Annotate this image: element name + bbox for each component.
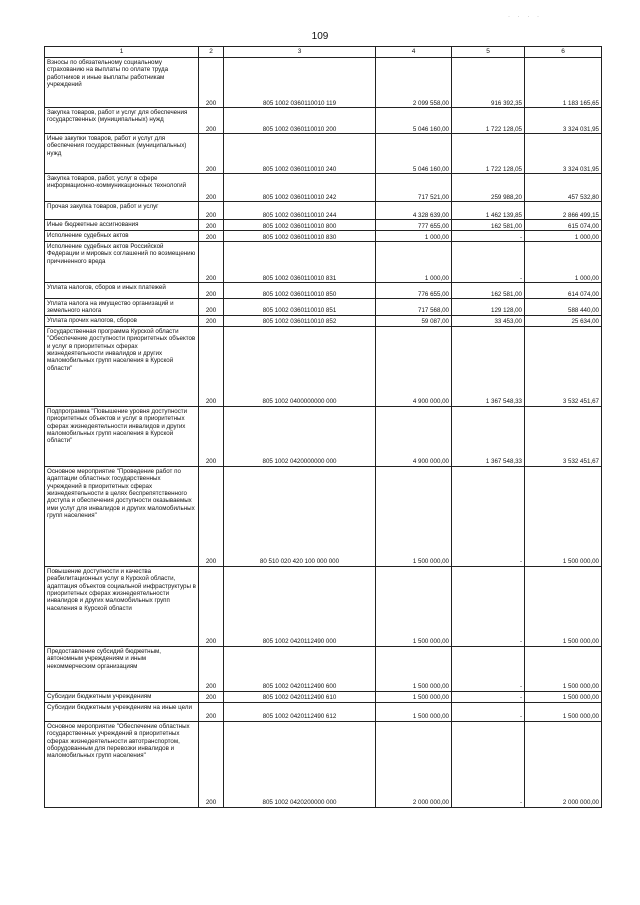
row-executed-value: 916 392,35 — [452, 58, 525, 108]
row-name: Подпрограмма "Повышение уровня доступности приоритетных объектов и услуг в приоритетных сферах жизнедеятельности инвалидов и других маломобильных групп населения в Курской области" — [45, 406, 199, 466]
row-remainder-value: 588 440,00 — [525, 299, 602, 316]
row-plan-value: 4 328 639,00 — [376, 202, 452, 220]
row-remainder-value: 3 532 451,67 — [525, 326, 602, 406]
row-kbk: 805 1002 0420112490 612 — [224, 702, 376, 721]
row-name: Повышение доступности и качества реабилитационных услуг в Курской области, адаптация объектов социальной инфраструктуры в приоритетных сферах жизнедеятельности инвалидов и других маломобильных групп населения в Курской области — [45, 566, 199, 646]
row-name: Государственная программа Курской области "Обеспечение доступности приоритетных объектов и услуг в приоритетных сферах жизнедеятельности инвалидов и других маломобильных групп населения в Курской области" — [45, 326, 199, 406]
table-row — [45, 134, 602, 174]
row-executed-value: - — [452, 231, 525, 242]
row-code: 200 — [199, 326, 224, 406]
row-remainder-value: 25 634,00 — [525, 315, 602, 326]
row-name: Исполнение судебных актов Российской Федерации и мировых соглашений по возмещению причиненного вреда — [45, 242, 199, 283]
table-row — [45, 242, 602, 283]
row-plan-value: 2 099 558,00 — [376, 58, 452, 108]
row-code: 200 — [199, 108, 224, 134]
row-code: 200 — [199, 231, 224, 242]
row-plan-value: 59 087,00 — [376, 315, 452, 326]
row-remainder-value: 1 500 000,00 — [525, 646, 602, 691]
row-code: 200 — [199, 202, 224, 220]
row-kbk: 805 1002 0420112490 600 — [224, 646, 376, 691]
row-code: 200 — [199, 721, 224, 807]
row-code: 200 — [199, 702, 224, 721]
row-name: Уплата налога на имущество организаций и земельного налога — [45, 299, 199, 316]
row-name: Субсидии бюджетным учреждениям на иные цели — [45, 702, 199, 721]
row-remainder-value: 1 000,00 — [525, 231, 602, 242]
row-kbk: 80 510 020 420 100 000 000 — [224, 466, 376, 566]
row-plan-value: 717 521,00 — [376, 174, 452, 202]
row-code: 200 — [199, 691, 224, 702]
header-col-1: 1 — [45, 47, 199, 58]
row-executed-value: - — [452, 691, 525, 702]
row-executed-value: 129 128,00 — [452, 299, 525, 316]
row-kbk: 805 1002 0360110010 240 — [224, 134, 376, 174]
row-plan-value: 1 500 000,00 — [376, 702, 452, 721]
row-kbk: 805 1002 0420112490 000 — [224, 566, 376, 646]
row-code: 200 — [199, 174, 224, 202]
row-remainder-value: 615 074,00 — [525, 220, 602, 231]
table-row — [45, 466, 602, 566]
row-remainder-value: 1 500 000,00 — [525, 566, 602, 646]
row-kbk: 805 1002 0360110010 119 — [224, 58, 376, 108]
row-remainder-value: 457 532,80 — [525, 174, 602, 202]
row-code: 200 — [199, 283, 224, 299]
row-kbk: 805 1002 0360110010 852 — [224, 315, 376, 326]
row-executed-value: 1 722 128,05 — [452, 134, 525, 174]
row-kbk: 805 1002 0360110010 800 — [224, 220, 376, 231]
row-plan-value: 1 500 000,00 — [376, 566, 452, 646]
row-code: 200 — [199, 315, 224, 326]
table-row — [45, 702, 602, 721]
row-remainder-value: 614 074,00 — [525, 283, 602, 299]
row-name: Основное мероприятие "Обеспечение областных государственных учреждений в приоритетных сферах жизнедеятельности автотранспортом, оборудованным для перевозки инвалидов и маломобильных групп населения" — [45, 721, 199, 807]
row-kbk: 805 1002 0400000000 000 — [224, 326, 376, 406]
row-executed-value: - — [452, 721, 525, 807]
row-name: Закупка товаров, работ, услуг в сфере информационно-коммуникационных технологий — [45, 174, 199, 202]
header-row — [45, 47, 602, 58]
row-plan-value: 776 655,00 — [376, 283, 452, 299]
row-kbk: 805 1002 0420112490 610 — [224, 691, 376, 702]
row-plan-value: 4 900 000,00 — [376, 326, 452, 406]
header-col-2: 2 — [199, 47, 224, 58]
row-code: 200 — [199, 58, 224, 108]
table-row — [45, 406, 602, 466]
row-plan-value: 5 046 160,00 — [376, 134, 452, 174]
row-name: Взносы по обязательному социальному страхованию на выплаты по оплате труда работников и иные выплаты работникам учреждений — [45, 58, 199, 108]
row-plan-value: 1 500 000,00 — [376, 466, 452, 566]
row-remainder-value: 2 866 499,15 — [525, 202, 602, 220]
row-kbk: 805 1002 0360110010 200 — [224, 108, 376, 134]
row-remainder-value: 2 000 000,00 — [525, 721, 602, 807]
table-row — [45, 315, 602, 326]
row-kbk: 805 1002 0360110010 831 — [224, 242, 376, 283]
page-number: 109 — [311, 31, 329, 42]
row-executed-value: 259 988,20 — [452, 174, 525, 202]
row-remainder-value: 1 000,00 — [525, 242, 602, 283]
row-executed-value: 162 581,00 — [452, 220, 525, 231]
row-remainder-value: 1 500 000,00 — [525, 466, 602, 566]
table-row — [45, 646, 602, 691]
table-row — [45, 174, 602, 202]
row-remainder-value: 3 324 031,95 — [525, 108, 602, 134]
row-kbk: 805 1002 0420000000 000 — [224, 406, 376, 466]
header-col-4: 4 — [376, 47, 452, 58]
row-code: 200 — [199, 134, 224, 174]
row-executed-value: - — [452, 646, 525, 691]
row-plan-value: 1 500 000,00 — [376, 691, 452, 702]
row-name: Иные закупки товаров, работ и услуг для обеспечения государственных (муниципальных) нужд — [45, 134, 199, 174]
row-name: Иные бюджетные ассигнования — [45, 220, 199, 231]
table-row — [45, 231, 602, 242]
row-name: Прочая закупка товаров, работ и услуг — [45, 202, 199, 220]
row-plan-value: 717 568,00 — [376, 299, 452, 316]
row-remainder-value: 1 500 000,00 — [525, 702, 602, 721]
table-row — [45, 299, 602, 316]
row-remainder-value: 3 324 031,95 — [525, 134, 602, 174]
header-col-3: 3 — [224, 47, 376, 58]
table-row — [45, 326, 602, 406]
row-plan-value: 5 046 160,00 — [376, 108, 452, 134]
row-name: Уплата налогов, сборов и иных платежей — [45, 283, 199, 299]
row-name: Закупка товаров, работ и услуг для обеспечения государственных (муниципальных) нужд — [45, 108, 199, 134]
row-name: Уплата прочих налогов, сборов — [45, 315, 199, 326]
scan-speckles: · · · · — [508, 14, 542, 20]
row-code: 200 — [199, 466, 224, 566]
row-name: Основное мероприятие "Проведение работ по адаптации областных государственных учреждений в приоритетных сферах жизнедеятельности в целях беспрепятственного доступа и обеспечения доступности оказываемых ими услуг для инвалидов и других маломобильных групп населения" — [45, 466, 199, 566]
row-executed-value: 1 462 139,85 — [452, 202, 525, 220]
row-kbk: 805 1002 0420200000 000 — [224, 721, 376, 807]
row-executed-value: 1 722 128,05 — [452, 108, 525, 134]
row-kbk: 805 1002 0360110010 850 — [224, 283, 376, 299]
table-row — [45, 108, 602, 134]
row-kbk: 805 1002 0360110010 244 — [224, 202, 376, 220]
row-remainder-value: 3 532 451,67 — [525, 406, 602, 466]
row-plan-value: 4 900 000,00 — [376, 406, 452, 466]
row-code: 200 — [199, 299, 224, 316]
row-code: 200 — [199, 566, 224, 646]
row-executed-value: 1 367 548,33 — [452, 406, 525, 466]
table-row — [45, 202, 602, 220]
table-row — [45, 721, 602, 807]
row-code: 200 — [199, 242, 224, 283]
row-name: Исполнение судебных актов — [45, 231, 199, 242]
header-col-6: 6 — [525, 47, 602, 58]
row-executed-value: - — [452, 566, 525, 646]
budget-table — [44, 46, 602, 808]
table-row — [45, 566, 602, 646]
row-kbk: 805 1002 0360110010 851 — [224, 299, 376, 316]
row-name: Субсидии бюджетным учреждениям — [45, 691, 199, 702]
table-row — [45, 283, 602, 299]
row-code: 200 — [199, 220, 224, 231]
row-plan-value: 2 000 000,00 — [376, 721, 452, 807]
row-plan-value: 1 000,00 — [376, 242, 452, 283]
table-row — [45, 691, 602, 702]
row-remainder-value: 1 500 000,00 — [525, 691, 602, 702]
row-kbk: 805 1002 0360110010 830 — [224, 231, 376, 242]
row-plan-value: 1 500 000,00 — [376, 646, 452, 691]
row-executed-value: 33 453,00 — [452, 315, 525, 326]
row-code: 200 — [199, 406, 224, 466]
row-executed-value: 162 581,00 — [452, 283, 525, 299]
row-name: Предоставление субсидий бюджетным, автономным учреждениям и иным некоммерческим организациям — [45, 646, 199, 691]
row-executed-value: - — [452, 466, 525, 566]
table-row — [45, 220, 602, 231]
row-plan-value: 777 655,00 — [376, 220, 452, 231]
row-code: 200 — [199, 646, 224, 691]
row-executed-value: - — [452, 242, 525, 283]
table-row — [45, 58, 602, 108]
header-col-5: 5 — [452, 47, 525, 58]
row-plan-value: 1 000,00 — [376, 231, 452, 242]
row-remainder-value: 1 183 165,65 — [525, 58, 602, 108]
row-kbk: 805 1002 0360110010 242 — [224, 174, 376, 202]
row-executed-value: 1 367 548,33 — [452, 326, 525, 406]
row-executed-value: - — [452, 702, 525, 721]
